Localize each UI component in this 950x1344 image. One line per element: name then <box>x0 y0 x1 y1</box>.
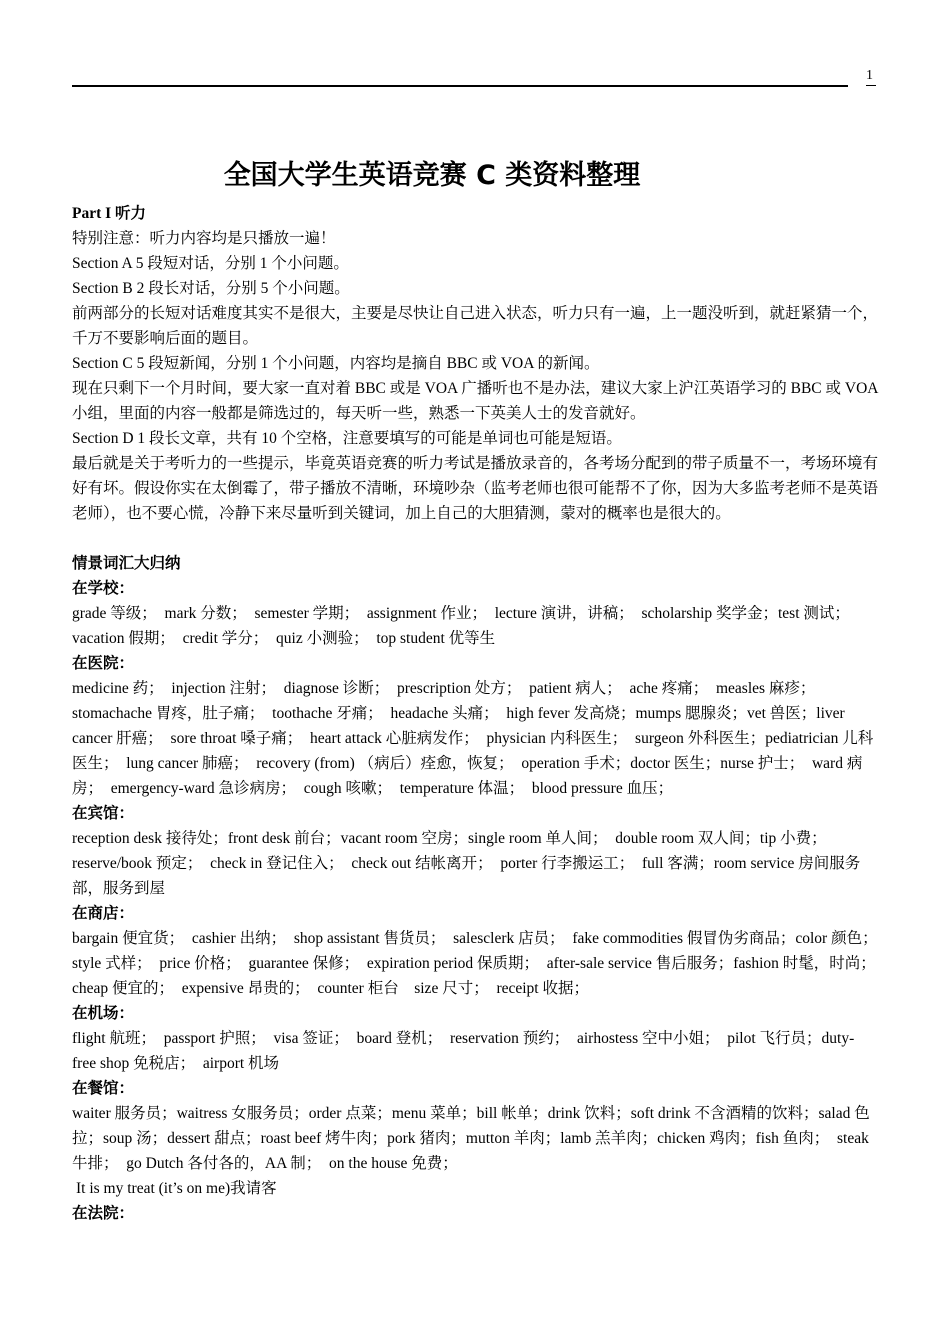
document-body <box>72 201 886 1226</box>
header-rule <box>72 85 848 87</box>
section-heading-court: 在法院： <box>72 1205 135 1222</box>
section-text-shop: bargain 便宜货； cashier 出纳； shop assistant 售货员； salesclerk 店员； fake commodities 假冒伪劣商品；color 颜色； style 式样； price 价格； guarantee 保修； expiration period 保质期； after-sale service 售后服务；fashion 时髦，时尚； cheap 便宜的； expensive 昂贵的； counter 柜台 size 尺寸； receipt 收据； <box>72 930 886 997</box>
section-text-airport: flight 航班； passport 护照； visa 签证； board 登机； reservation 预约； airhostess 空中小姐； pilot 飞行员；duty-free shop 免税店； airport 机场 <box>72 1030 855 1072</box>
page-number: 1 <box>866 68 873 83</box>
document-title: 全国大学生英语竞赛 C 类资料整理 <box>223 160 641 191</box>
section-text-restaurant: waiter 服务员；waitress 女服务员；order 点菜；menu 菜单；bill 帐单；drink 饮料；soft drink 不含酒精的饮料；salad 色拉；soup 汤；dessert 甜点；roast beef 烤牛肉；pork 猪肉；mutton 羊肉；lamb 羔羊肉；chicken 鸡肉；fish 鱼肉； steak 牛排； go Dutch 各付各的，AA 制； on the house 免费； <box>72 1105 870 1172</box>
intro-paragraph: 现在只剩下一个月时间，要大家一直对着 BBC 或是 VOA 广播听也不是办法，建议大家上沪江英语学习的 BBC 或 VOA 小组，里面的内容一般都是筛选过的，每天听一些，熟悉一下英美人士的发音就好。 <box>72 380 878 422</box>
section-heading-hotel: 在宾馆： <box>72 805 135 822</box>
page-number-underline <box>866 85 876 86</box>
vocab-heading: 情景词汇大归纳 <box>72 555 181 572</box>
section-extra-restaurant: It is my treat (it’s on me)我请客 <box>76 1180 277 1197</box>
section-heading-airport: 在机场： <box>72 1005 135 1022</box>
intro-paragraph: Section B 2 段长对话，分别 5 个小问题。 <box>72 280 350 297</box>
intro-paragraph: 最后就是关于考听力的一些提示，毕竟英语竞赛的听力考试是播放录音的，各考场分配到的带子质量不一，考场环境有好有坏。假设你实在太倒霉了，带子播放不清晰，环境吵杂（监考老师也很可能帮不了你，因为大多监考老师不是英语老师），也不要心慌，冷静下来尽量听到关键词，加上自己的大胆猜测，蒙对的概率也是很大的。 <box>72 455 879 522</box>
section-text-hotel: reception desk 接待处；front desk 前台；vacant room 空房；single room 单人间； double room 双人间；tip 小费；reserve/book 预定； check in 登记住入； check out 结帐离开； porter 行李搬运工； full 客满；room service 房间服务部，服务到屋 <box>72 830 861 897</box>
part-heading: Part I 听力 <box>72 205 147 222</box>
intro-paragraph: 特别注意：听力内容均是只播放一遍！ <box>72 230 336 247</box>
section-heading-shop: 在商店： <box>72 905 135 922</box>
section-heading-restaurant: 在餐馆： <box>72 1080 135 1097</box>
blank-line <box>72 526 878 551</box>
section-text-school: grade 等级； mark 分数； semester 学期； assignment 作业； lecture 演讲，讲稿； scholarship 奖学金；test 测试； vacation 假期； credit 学分； quiz 小测验； top student 优等生 <box>72 605 858 647</box>
section-heading-school: 在学校： <box>72 580 135 597</box>
intro-paragraph: 前两部分的长短对话难度其实不是很大，主要是尽快让自己进入状态，听力只有一遍，上一题没听到，就赶紧猜一个，千万不要影响后面的题目。 <box>72 305 879 347</box>
intro-paragraph: Section A 5 段短对话，分别 1 个小问题。 <box>72 255 349 272</box>
intro-paragraph: Section C 5 段短新闻，分别 1 个小问题，内容均是摘自 BBC 或 VOA 的新闻。 <box>72 355 600 372</box>
section-heading-hospital: 在医院： <box>72 655 135 672</box>
intro-paragraph: Section D 1 段长文章，共有 10 个空格，注意要填写的可能是单词也可能是短语。 <box>72 430 622 447</box>
section-text-hospital: medicine 药； injection 注射； diagnose 诊断； prescription 处方； patient 病人； ache 疼痛； measles 麻疹；stomachache 胃疼，肚子痛； toothache 牙痛； headache 头痛； high fever 发高烧；mumps 腮腺炎；vet 兽医；liver cancer 肝癌； sore throat 嗓子痛； heart attack 心脏病发作； physician 内科医生； surgeon 外科医生；pediatrician 儿科医生； lung cancer 肺癌； recovery (from) （病后）痊愈，恢复； operation 手术；doctor 医生；nurse 护士； ward 病房； emergency-ward 急诊病房； cough 咳嗽； temperature 体温； blood pressure 血压； <box>72 680 874 797</box>
